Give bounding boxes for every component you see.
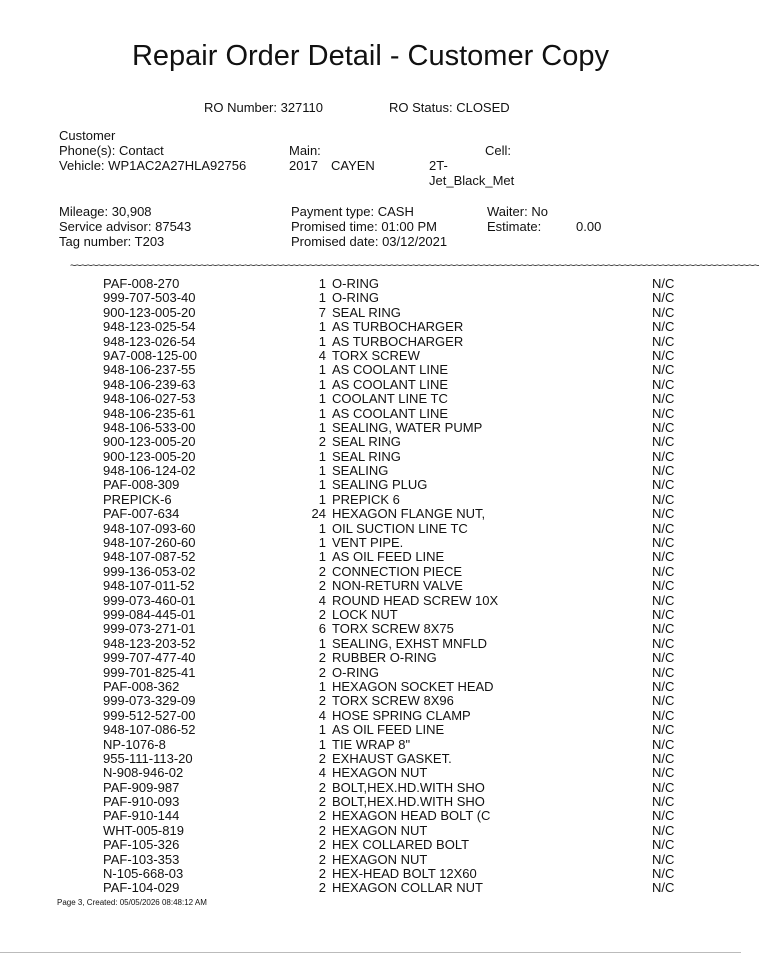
price: N/C (652, 851, 675, 867)
part-number: 948-106-235-61 (103, 405, 196, 421)
tilde-separator: ~~~~~~~~~~~~~~~~~~~~~~~~~~~~~~~~~~~~~~~~~~~~~~~~~~~~~~~~~~~~~~~~~~~~~~~~~~~~~~~~~~~~~~~~~~~~~~~~~~~~~~~~~~~~~~~~~~~~~~~~~~~~~~~ (70, 260, 759, 272)
promised-time-value: 01:00 PM (381, 219, 437, 234)
price: N/C (652, 448, 675, 464)
quantity: 2 (318, 794, 326, 810)
description: AS OIL FEED LINE (332, 722, 445, 738)
part-number: 948-106-533-00 (103, 419, 196, 435)
description: O-RING (332, 290, 379, 306)
promised-date-label: Promised date: (291, 234, 379, 249)
table-row (0, 694, 741, 708)
quantity: 1 (318, 448, 326, 464)
table-row (0, 507, 741, 521)
service-advisor-label: Service advisor: (59, 219, 152, 234)
table-row (0, 752, 741, 766)
price: N/C (652, 592, 675, 608)
price: N/C (652, 549, 675, 565)
payment-type-label: Payment type: (291, 204, 375, 219)
quantity: 1 (318, 535, 326, 551)
part-number: 948-107-087-52 (103, 549, 196, 565)
price: N/C (652, 794, 675, 810)
waiter-label: Waiter: (487, 204, 528, 219)
quantity: 2 (318, 434, 326, 450)
quantity: 1 (318, 333, 326, 349)
description: RUBBER O-RING (332, 650, 437, 666)
vehicle-label: Vehicle: (59, 158, 105, 173)
price: N/C (652, 837, 675, 853)
description: SEALING (332, 463, 389, 479)
estimate-value: 0.00 (576, 219, 602, 234)
description: TORX SCREW 8X96 (332, 693, 454, 709)
part-number: N-105-668-03 (103, 866, 184, 882)
part-number: 999-707-503-40 (103, 290, 196, 306)
part-number: 900-123-005-20 (103, 448, 196, 464)
quantity: 2 (318, 693, 326, 709)
quantity: 2 (318, 822, 326, 838)
description: TIE WRAP 8" (332, 736, 411, 752)
part-number: 999-512-527-00 (103, 707, 196, 723)
quantity: 2 (318, 606, 326, 622)
waiter (487, 204, 548, 219)
price: N/C (652, 290, 675, 306)
part-number: 948-107-093-60 (103, 520, 196, 536)
quantity: 1 (318, 419, 326, 435)
table-row (0, 320, 741, 334)
description: O-RING (332, 664, 379, 680)
table-row (0, 651, 741, 665)
ro-status-value: CLOSED (456, 100, 510, 115)
quantity: 2 (318, 808, 326, 824)
price: N/C (652, 362, 675, 378)
table-row (0, 594, 741, 608)
part-number: WHT-005-819 (103, 822, 184, 838)
part-number: 948-106-027-53 (103, 391, 196, 407)
table-row (0, 867, 741, 881)
table-row (0, 450, 741, 464)
description: HEX COLLARED BOLT (332, 837, 470, 853)
tag-number-label: Tag number: (59, 234, 132, 249)
price: N/C (652, 304, 675, 320)
description: AS OIL FEED LINE (332, 549, 445, 565)
table-row (0, 335, 741, 349)
price: N/C (652, 434, 675, 450)
price: N/C (652, 779, 675, 795)
description: HEXAGON SOCKET HEAD (332, 678, 494, 694)
description: ROUND HEAD SCREW 10X (332, 592, 499, 608)
table-row (0, 709, 741, 723)
cell-phone-label: Cell: (485, 143, 512, 158)
quantity: 1 (318, 463, 326, 479)
price: N/C (652, 880, 675, 896)
description: LOCK NUT (332, 606, 398, 622)
part-number: 948-106-237-55 (103, 362, 196, 378)
part-number: 999-707-477-40 (103, 650, 196, 666)
description: EXHAUST GASKET. (332, 750, 452, 766)
price: N/C (652, 866, 675, 882)
service-advisor-value: 87543 (155, 219, 192, 234)
part-number: 948-107-086-52 (103, 722, 196, 738)
description: PREPICK 6 (332, 491, 400, 507)
price: N/C (652, 635, 675, 651)
description: COOLANT LINE TC (332, 391, 448, 407)
quantity: 1 (318, 391, 326, 407)
part-number: 9A7-008-125-00 (103, 347, 197, 363)
table-row (0, 622, 741, 636)
price: N/C (652, 276, 675, 291)
description: AS TURBOCHARGER (332, 319, 464, 335)
ro-number-label: RO Number: (204, 100, 277, 115)
tag-number-value: T203 (134, 234, 165, 249)
price: N/C (652, 621, 675, 637)
quantity: 1 (318, 635, 326, 651)
quantity: 4 (318, 592, 326, 608)
part-number: PAF-105-326 (103, 837, 180, 853)
quantity: 24 (311, 506, 326, 522)
part-number: PAF-909-987 (103, 779, 180, 795)
part-number: PAF-910-144 (103, 808, 180, 824)
table-row (0, 766, 741, 780)
quantity: 2 (318, 779, 326, 795)
quantity: 1 (318, 477, 326, 493)
quantity: 1 (318, 520, 326, 536)
waiter-value: No (531, 204, 548, 219)
price: N/C (652, 391, 675, 407)
price: N/C (652, 333, 675, 349)
quantity: 1 (318, 736, 326, 752)
table-row (0, 478, 741, 492)
table-row (0, 392, 741, 406)
description: O-RING (332, 276, 379, 291)
description: HOSE SPRING CLAMP (332, 707, 471, 723)
description: HEXAGON NUT (332, 851, 428, 867)
description: SEALING PLUG (332, 477, 428, 493)
price: N/C (652, 376, 675, 392)
table-row (0, 493, 741, 507)
table-row (0, 536, 741, 550)
promised-date (291, 234, 447, 249)
part-number: PAF-007-634 (103, 506, 180, 522)
table-row (0, 608, 741, 622)
vehicle-color-line2: Jet_Black_Met (429, 173, 515, 188)
quantity: 2 (318, 866, 326, 882)
bottom-edge-line (0, 952, 741, 953)
price: N/C (652, 736, 675, 752)
table-row (0, 579, 741, 593)
quantity: 4 (318, 707, 326, 723)
quantity: 4 (318, 765, 326, 781)
table-row (0, 522, 741, 536)
quantity: 4 (318, 347, 326, 363)
description: TORX SCREW 8X75 (332, 621, 454, 637)
payment-type (291, 204, 414, 219)
description: HEXAGON FLANGE NUT, (332, 506, 486, 522)
parts-list (0, 277, 741, 896)
part-number: 948-107-011-52 (103, 578, 195, 594)
mileage (59, 204, 152, 219)
description: BOLT,HEX.HD.WITH SHO (332, 779, 485, 795)
description: VENT PIPE. (332, 535, 404, 551)
part-number: 999-073-271-01 (103, 621, 196, 637)
table-row (0, 853, 741, 867)
part-number: 948-123-025-54 (103, 319, 196, 335)
table-row (0, 738, 741, 752)
description: BOLT,HEX.HD.WITH SHO (332, 794, 485, 810)
table-row (0, 723, 741, 737)
quantity: 6 (318, 621, 326, 637)
part-number: PAF-104-029 (103, 880, 180, 896)
part-number: 999-073-329-09 (103, 693, 196, 709)
description: HEXAGON COLLAR NUT (332, 880, 483, 896)
description: AS TURBOCHARGER (332, 333, 464, 349)
price: N/C (652, 347, 675, 363)
quantity: 1 (318, 405, 326, 421)
quantity: 1 (318, 362, 326, 378)
part-number: PAF-103-353 (103, 851, 180, 867)
quantity: 1 (318, 290, 326, 306)
description: CONNECTION PIECE (332, 563, 463, 579)
description: HEX-HEAD BOLT 12X60 (332, 866, 477, 882)
description: AS COOLANT LINE (332, 376, 449, 392)
description: HEXAGON NUT (332, 765, 428, 781)
table-row (0, 378, 741, 392)
part-number: 999-084-445-01 (103, 606, 196, 622)
price: N/C (652, 563, 675, 579)
table-row (0, 666, 741, 680)
table-row (0, 363, 741, 377)
promised-date-value: 03/12/2021 (382, 234, 448, 249)
quantity: 1 (318, 678, 326, 694)
page-title: Repair Order Detail - Customer Copy (131, 40, 610, 72)
price: N/C (652, 578, 675, 594)
vehicle-model: CAYEN (331, 158, 375, 173)
part-number: 948-107-260-60 (103, 535, 196, 551)
part-number: PAF-008-309 (103, 477, 180, 493)
description: SEAL RING (332, 304, 401, 320)
quantity: 1 (318, 376, 326, 392)
part-number: 955-111-113-20 (103, 750, 193, 766)
table-row (0, 565, 741, 579)
vehicle-vin: WP1AC2A27HLA92756 (108, 158, 247, 173)
promised-time-label: Promised time: (291, 219, 378, 234)
description: NON-RETURN VALVE (332, 578, 463, 594)
quantity: 2 (318, 880, 326, 896)
part-number: 948-106-239-63 (103, 376, 196, 392)
price: N/C (652, 678, 675, 694)
ro-number (204, 100, 323, 115)
description: TORX SCREW (332, 347, 420, 363)
price: N/C (652, 535, 675, 551)
part-number: 999-701-825-41 (103, 664, 196, 680)
part-number: PAF-910-093 (103, 794, 180, 810)
quantity: 2 (318, 837, 326, 853)
description: SEALING, EXHST MNFLD (332, 635, 488, 651)
ro-status-label: RO Status: (389, 100, 453, 115)
tag-number (59, 234, 164, 249)
part-number: PREPICK-6 (103, 491, 172, 507)
price: N/C (652, 319, 675, 335)
mileage-value: 30,908 (111, 204, 152, 219)
quantity: 1 (318, 319, 326, 335)
part-number: NP-1076-8 (103, 736, 166, 752)
description: SEAL RING (332, 448, 401, 464)
price: N/C (652, 765, 675, 781)
table-row (0, 435, 741, 449)
service-advisor (59, 219, 191, 234)
customer-label: Customer (59, 128, 116, 143)
estimate-label: Estimate: (487, 219, 542, 234)
table-row (0, 421, 741, 435)
quantity: 2 (318, 750, 326, 766)
description: SEAL RING (332, 434, 401, 450)
table-row (0, 680, 741, 694)
price: N/C (652, 664, 675, 680)
quantity: 1 (318, 491, 326, 507)
price: N/C (652, 650, 675, 666)
vehicle-year: 2017 (289, 158, 318, 173)
table-row (0, 637, 741, 651)
price: N/C (652, 463, 675, 479)
part-number: PAF-008-270 (103, 276, 180, 291)
description: AS COOLANT LINE (332, 405, 449, 421)
payment-type-value: CASH (377, 204, 414, 219)
ro-number-value: 327110 (280, 100, 324, 115)
price: N/C (652, 707, 675, 723)
description: HEXAGON NUT (332, 822, 428, 838)
part-number: 948-123-203-52 (103, 635, 196, 651)
vehicle-color-line1: 2T- (429, 158, 448, 173)
promised-time (291, 219, 437, 234)
quantity: 2 (318, 563, 326, 579)
description: AS COOLANT LINE (332, 362, 449, 378)
quantity: 2 (318, 664, 326, 680)
part-number: 999-136-053-02 (103, 563, 196, 579)
main-phone-label: Main: (289, 143, 321, 158)
table-row (0, 795, 741, 809)
price: N/C (652, 491, 675, 507)
price: N/C (652, 606, 675, 622)
price: N/C (652, 722, 675, 738)
quantity: 1 (318, 276, 326, 291)
price: N/C (652, 419, 675, 435)
table-row (0, 809, 741, 823)
table-row (0, 550, 741, 564)
price: N/C (652, 506, 675, 522)
price: N/C (652, 693, 675, 709)
price: N/C (652, 477, 675, 493)
part-number: 948-123-026-54 (103, 333, 196, 349)
table-row (0, 881, 741, 895)
quantity: 2 (318, 578, 326, 594)
phones-label: Phone(s): Contact (59, 143, 164, 158)
description: OIL SUCTION LINE TC (332, 520, 468, 536)
quantity: 1 (318, 549, 326, 565)
part-number: PAF-008-362 (103, 678, 180, 694)
page-footer: Page 3, Created: 05/05/2026 08:48:12 AM (57, 898, 207, 907)
table-row (0, 824, 741, 838)
quantity: 7 (318, 304, 326, 320)
description: SEALING, WATER PUMP (332, 419, 483, 435)
part-number: 948-106-124-02 (103, 463, 196, 479)
table-row (0, 306, 741, 320)
price: N/C (652, 808, 675, 824)
part-number: 900-123-005-20 (103, 434, 196, 450)
mileage-label: Mileage: (59, 204, 109, 219)
price: N/C (652, 520, 675, 536)
table-row (0, 838, 741, 852)
quantity: 2 (318, 851, 326, 867)
price: N/C (652, 822, 675, 838)
table-row (0, 277, 741, 291)
table-row (0, 781, 741, 795)
part-number: 999-073-460-01 (103, 592, 196, 608)
price: N/C (652, 750, 675, 766)
table-row (0, 291, 741, 305)
part-number: 900-123-005-20 (103, 304, 196, 320)
table-row (0, 464, 741, 478)
part-number: N-908-946-02 (103, 765, 184, 781)
vehicle (59, 158, 246, 173)
table-row (0, 349, 741, 363)
quantity: 2 (318, 650, 326, 666)
description: HEXAGON HEAD BOLT (C (332, 808, 491, 824)
ro-status (389, 100, 510, 115)
price: N/C (652, 405, 675, 421)
table-row (0, 407, 741, 421)
quantity: 1 (318, 722, 326, 738)
